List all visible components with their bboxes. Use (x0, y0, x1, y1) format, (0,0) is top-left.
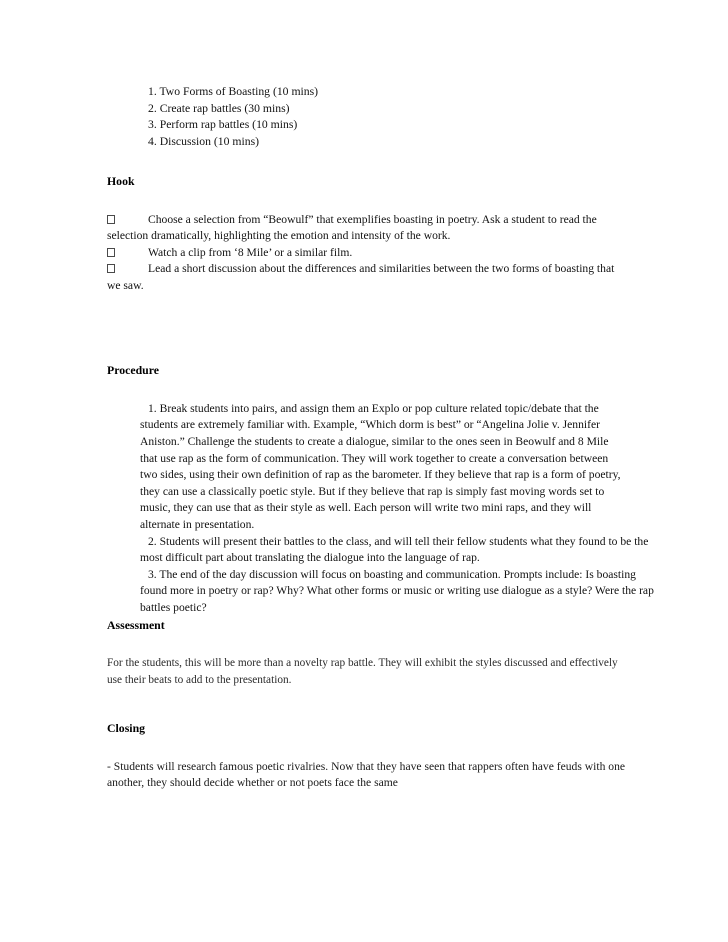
agenda-item: 4. Discussion (10 mins) (148, 134, 260, 148)
bullet-box-icon (107, 264, 115, 273)
agenda-list (148, 84, 627, 150)
procedure-item: 3. The end of the day discussion will focus on boasting and communication. Prompts include: Is boasting found more in poetry or rap? Why? What other forms or music or writing use dialogue as a style? Were the rap battles poetic? (140, 567, 654, 614)
agenda-item: 2. Create rap battles (30 mins) (148, 101, 290, 115)
hook-bullet-text: Lead a short discussion about the differences and similarities between the two forms of boasting that we saw. (107, 262, 615, 292)
bullet-box-icon (107, 215, 115, 224)
spacer (107, 379, 627, 401)
hook-bullet-item (107, 212, 627, 245)
section-heading-assessment: Assessment (107, 617, 165, 632)
closing-paragraph: - Students will research famous poetic rivalries. Now that they have seen that rappers often have feuds with one another, they should decide whether or not poets face the same (107, 759, 626, 790)
spacer (107, 737, 627, 759)
procedure-list (140, 401, 654, 617)
hook-bullet-text: Watch a clip from ‘8 Mile’ or a similar film. (148, 245, 353, 259)
assessment-paragraph: For the students, this will be more than a novelty rap battle. They will exhibit the styles discussed and effectively use their beats to add to the presentation. (107, 657, 618, 686)
section-heading-procedure: Procedure (107, 363, 159, 378)
spacer (107, 633, 627, 655)
agenda-item: 3. Perform rap battles (10 mins) (148, 118, 298, 132)
hook-bullet-item (107, 261, 627, 294)
spacer (107, 190, 627, 212)
spacer (107, 294, 627, 362)
hook-bullet-text: Choose a selection from “Beowulf” that exemplifies boasting in poetry. Ask a student to read the selection dramatically, highlighting the emotion and intensity of the work. (107, 212, 597, 243)
section-heading-closing: Closing (107, 721, 146, 736)
procedure-item: 1. Break students into pairs, and assign them an Explo or pop culture related topic/debate that the students are extremely familiar with. Example, “Which dorm is best” or “Angelina Jolie v. Jennifer Aniston.” Challenge the students to create a dialogue, similar to the ones seen in Beowulf and 8 Mile that use rap as the form of communication. They will work together to create a conversation between two sides, using their own definition of rap as the barometer. If they believe that rap is a form of poetry, they can use a classically poetic style. But if they believe that rap is simply fast moving words set to music, they can use that as their style as well. Each person will write two mini raps, and they will alternate in presentation. (140, 401, 621, 532)
bullet-box-icon (107, 248, 115, 257)
document-body (107, 84, 654, 792)
spacer (107, 688, 627, 720)
section-heading-hook: Hook (107, 174, 135, 189)
hook-bullet-item (107, 245, 627, 262)
spacer (107, 150, 627, 173)
procedure-item: 2. Students will present their battles to the class, and will tell their fellow students what they found to be the most difficult part about translating the dialogue into the language of rap. (140, 534, 649, 565)
agenda-item: 1. Two Forms of Boasting (10 mins) (148, 85, 319, 98)
